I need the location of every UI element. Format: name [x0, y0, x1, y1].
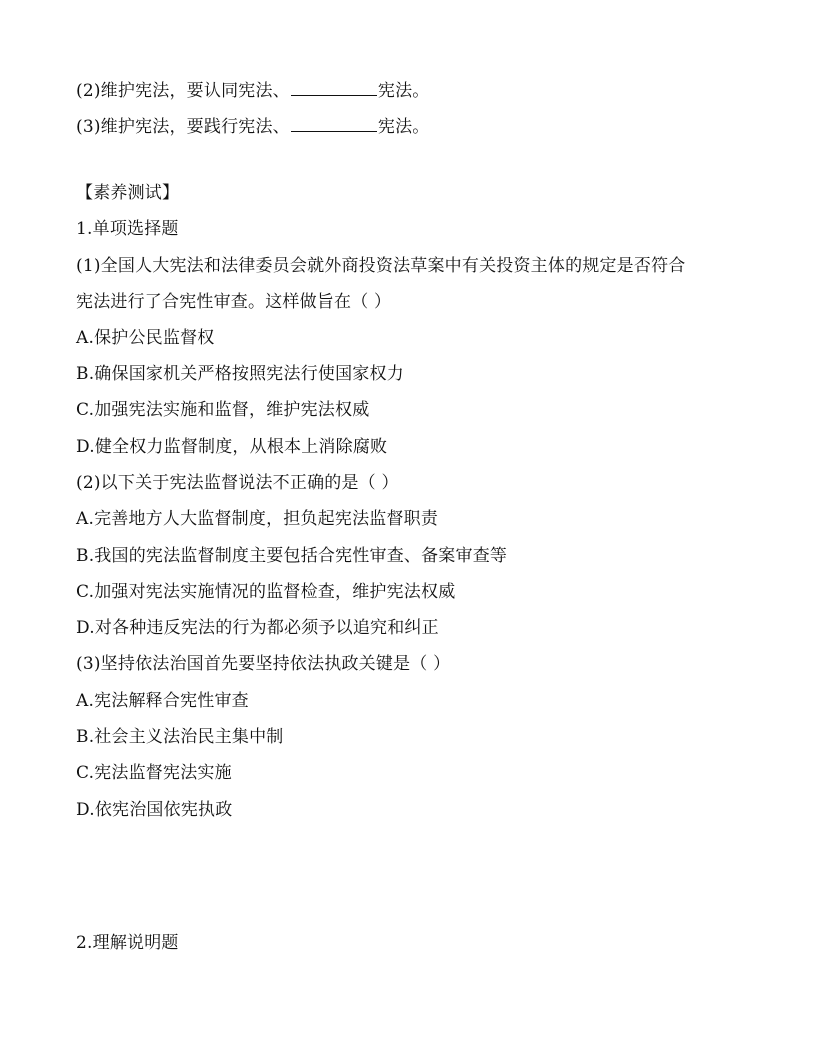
part2-title: 2.理解说明题	[76, 933, 179, 953]
fill-in-item-3-after: 宪法。	[377, 117, 430, 137]
question-3-option-c: C.宪法监督宪法实施	[76, 763, 232, 783]
fill-in-item-2-after: 宪法。	[377, 81, 430, 101]
question-2-stem: (2)以下关于宪法监督说法不正确的是（ ）	[76, 473, 399, 493]
question-1-stem-line1: (1)全国人大宪法和法律委员会就外商投资法草案中有关投资主体的规定是否符合	[76, 256, 686, 276]
question-3-option-b: B.社会主义法治民主集中制	[76, 727, 284, 747]
question-1-stem-line2: 宪法进行了合宪性审查。这样做旨在（ ）	[76, 292, 392, 312]
question-1-option-c: C.加强宪法实施和监督，维护宪法权威	[76, 400, 370, 420]
question-2-option-d: D.对各种违反宪法的行为都必须予以追究和纠正	[76, 618, 439, 638]
question-1-option-d: D.健全权力监督制度，从根本上消除腐败	[76, 437, 388, 457]
question-2-option-b: B.我国的宪法监督制度主要包括合宪性审查、备案审查等	[76, 546, 508, 566]
question-2-option-a: A.完善地方人大监督制度，担负起宪法监督职责	[76, 509, 439, 529]
question-3-stem: (3)坚持依法治国首先要坚持依法执政关键是（ ）	[76, 654, 451, 674]
answer-blank[interactable]	[291, 77, 377, 96]
fill-in-item-3	[76, 113, 430, 139]
section-heading: 【素养测试】	[76, 183, 180, 203]
question-3-option-a: A.宪法解释合宪性审查	[76, 691, 249, 711]
fill-in-item-3-before: (3)维护宪法，要践行宪法、	[76, 117, 290, 137]
question-1-option-a: A.保护公民监督权	[76, 328, 215, 348]
question-2-option-c: C.加强对宪法实施情况的监督检查，维护宪法权威	[76, 582, 456, 602]
question-3-option-d: D.依宪治国依宪执政	[76, 800, 233, 820]
question-1-option-b: B.确保国家机关严格按照宪法行使国家权力	[76, 364, 404, 384]
fill-in-item-2	[76, 77, 430, 103]
fill-in-item-2-before: (2)维护宪法，要认同宪法、	[76, 81, 290, 101]
answer-blank[interactable]	[291, 113, 377, 132]
part1-title: 1.单项选择题	[76, 219, 179, 239]
